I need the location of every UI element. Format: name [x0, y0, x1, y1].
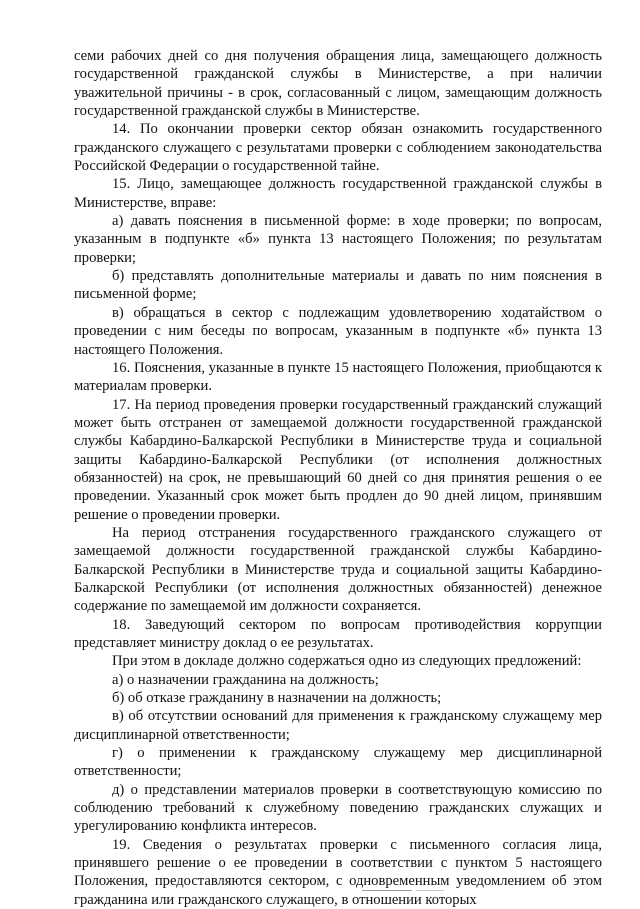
- paragraph-15-a: а) давать пояснения в письменной форме: в ходе проверки; по вопросам, указанным в подпункте «б» пункта 13 настоящего Положения; по результатам проверки;: [74, 213, 602, 266]
- paragraph-15-b: б) представлять дополнительные материалы и давать по ним пояснения в письменной форме;: [74, 268, 602, 303]
- paragraph-17: 17. На период проведения проверки государственный гражданский служащий может быть отстранен от замещаемой должности государственной гражданской службы Кабардино-Балкарской Республики в Министерстве труда и социальной защиты Кабардино-Балкарской Республики (от исполнения должностных обязанностей) на срок, не превышающий 60 дней со дня принятия решения о ее проведении. Указанный срок может быть продлен до 90 дней лицом, принявшим решение о проведении проверки.: [74, 396, 602, 523]
- paragraph-18-a: а) о назначении гражданина на должность;: [112, 671, 379, 688]
- paragraph-18-b: б) об отказе гражданину в назначении на должность;: [112, 690, 442, 707]
- paragraph-18-v: в) об отсутствии оснований для применения к гражданскому служащему мер дисциплинарной ответственности;: [74, 708, 602, 743]
- paragraph-14: 14. По окончании проверки сектор обязан ознакомить государственного гражданского служащего с результатами проверки с соблюдением законодательства Российской Федерации о государственной тайне.: [74, 121, 602, 175]
- paragraph-15: 15. Лицо, замещающее должность государственной гражданской службы в Министерстве, вправе:: [74, 176, 602, 211]
- paragraph-18-proposals-intro: При этом в докладе должно содержаться одно из следующих предложений:: [112, 653, 582, 670]
- paragraph-16: 16. Пояснения, указанные в пункте 15 настоящего Положения, приобщаются к материалам проверки.: [74, 359, 602, 395]
- paragraph-15-v: в) обращаться в сектор с подлежащим удовлетворению ходатайством о проведении с ним беседы по вопросам, указанным в подпункте «б» пункта 13 настоящего Положения.: [74, 304, 602, 358]
- footer-scan-mark-secondary: [416, 890, 444, 891]
- paragraph-continuation: семи рабочих дней со дня получения обращения лица, замещающего должность государственной гражданской службы в Министерстве, а при наличии уважительной причины - в срок, согласованный с лицом, замещающим должность государственной гражданской службы в Министерстве.: [74, 48, 602, 120]
- paragraph-17-suspension: На период отстранения государственного гражданского служащего от замещаемой должности государственной гражданской службы Кабардино-Балкарской Республики в Министерстве труда и социальной защиты Кабардино-Балкарской Республики (от исполнения должностных обязанностей) денежное содержание по замещаемой им должности сохраняется.: [74, 524, 602, 615]
- paragraph-18: 18. Заведующий сектором по вопросам противодействия коррупции представляет министру доклад о ее результатах.: [74, 616, 602, 651]
- paragraph-18-g: г) о применении к гражданскому служащему мер дисциплинарной ответственности;: [74, 745, 602, 780]
- paragraph-19: 19. Сведения о результатах проверки с письменного согласия лица, принявшего решение о ее проведении в соответствии с пунктом 5 настоящего Положения, предоставляются сектором, с одновременным уведомлением об этом гражданина или гражданского служащего, в отношении которых: [74, 836, 602, 908]
- paragraph-18-d: д) о представлении материалов проверки в соответствующую комиссию по соблюдению требований к служебному поведению гражданских служащих и урегулированию конфликта интересов.: [74, 781, 602, 835]
- document-body: [74, 47, 602, 909]
- footer-scan-mark: [362, 890, 412, 891]
